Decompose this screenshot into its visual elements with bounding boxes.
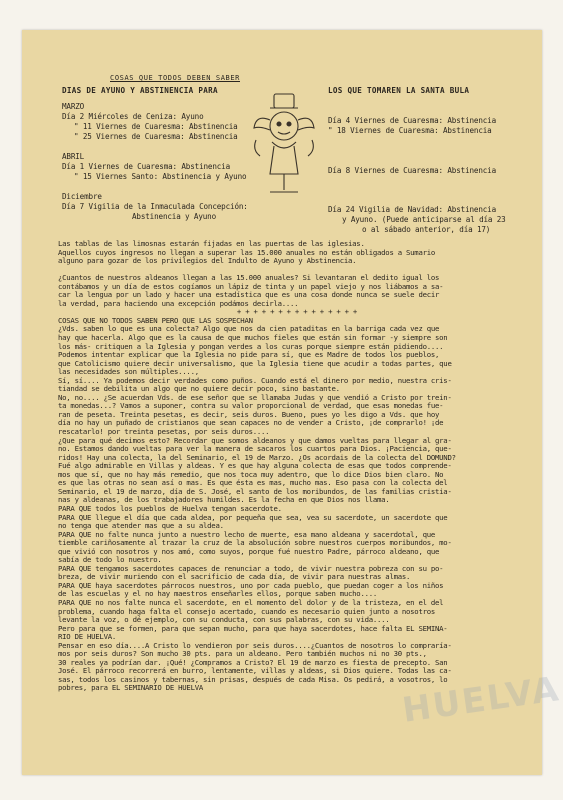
body-line: ¿Cuantos de nuestros aldeanos llegan a las 15.000 anuales? Si levantaran el dedito igual los — [58, 273, 440, 283]
right-date-line: Día 4 Viernes de Cuaresma: Abstinencia — [328, 116, 497, 125]
right-date-line: o al sábado anterior, día 17) — [362, 225, 491, 234]
document-title: COSAS QUE TODOS DEBEN SABER — [110, 74, 240, 82]
body-line: de las escuelas y el no hay maestros enseñarles ellos, porque saben mucho.... — [58, 589, 378, 599]
body-line: COSAS QUE NO TODOS SABEN PERO QUE LAS SOSPECHAN — [58, 315, 253, 325]
body-line: la verdad, para haciendo una excepción podámos decirla.... — [58, 298, 299, 308]
watermark-text: HUELVA — [399, 669, 563, 731]
body-line: mos por seis duros? Son mucho 30 pts. para un aldeano. Pero también muchos ni no 30 pts., — [58, 649, 427, 659]
body-line: contábamos y un día de estos cogíamos un lápiz de tinta y un papel viejo y nos liábamos a sa- — [58, 281, 444, 291]
body-line: José. El párroco recorrerá en burro, lentamente, villas y aldeas, si Dios quiere. Todas las ca- — [58, 666, 452, 676]
left-date-line: Día 1 Viernes de Cuaresma: Abstinencia — [62, 162, 231, 171]
body-line: tiemble cariñosamente al trazar la cruz de la absolución sobre nuestros cuerpos moribundos, mo- — [58, 538, 452, 548]
body-line: ta monedas...? Vamos a suponer, contra su valor proporcional de verdad, que esas monedas fue- — [58, 401, 444, 411]
body-line: mos que sí, que no hay más remedio, que nos toca muy adentro, que lo dice Dios bien claro. No — [58, 469, 444, 479]
body-line: que vivió con nosotros y nos amó, como suyos, porque fué nuestro Padre, párroco aldeano, que — [58, 546, 440, 556]
right-date-line: Día 24 Vigilia de Navidad: Abstinencia — [328, 205, 497, 214]
body-line: ridos! Hay una colecta, la del Seminario, el 19 de Marzo. ¿Os acordais de la colecta del DOMUND? — [58, 452, 456, 462]
body-line: rescatarlo! por treinta pesetas, por seis duros.... — [58, 427, 270, 437]
body-line: sas, todos los casinos y tabernas, sin prisas, después de cada Misa. Os pedirá, a vosotros, lo — [58, 674, 448, 684]
left-date-line: Abstinencia y Ayuno — [132, 212, 217, 221]
body-line: es que las otras no sean así o mas. Es que ésta es mas, mucho mas. Eso pasa con la colecta del — [58, 478, 448, 488]
left-month-marzo: MARZO — [62, 102, 85, 111]
left-month-abril: ABRIL — [62, 152, 85, 161]
body-line: PARA QUE no nos falte nunca el sacerdote, en el momento del dolor y de la tristeza, en el del — [58, 597, 444, 607]
body-line: + + + + + + + + + + + + + + + — [236, 307, 358, 317]
left-date-line: Día 7 Vigilia de la Inmaculada Concepción: — [62, 202, 248, 211]
body-line: que Catolicismo quiere decir universalismo, que la Iglesia tiene que acudir a todas partes, que — [58, 358, 452, 368]
right-date-line: " 18 Viernes de Cuaresma: Abstinencia — [328, 126, 492, 135]
body-line: PARA QUE llegue el día que cada aldea, por pequeña que sea, vea su sacerdote, un sacerdote que — [58, 512, 448, 522]
body-line: 30 reales ya podrían dar. ¡Qué! ¿Compramos a Cristo? El 19 de marzo es fiesta de precepto. San — [58, 657, 448, 667]
body-line: pobres, para EL SEMINARIO DE HUELVA — [58, 683, 204, 693]
body-line: ¿Vds. saben lo que es una colecta? Algo que nos da cien pataditas en la barriga cada vez que — [58, 324, 440, 334]
body-line: RIO DE HUELVA. — [58, 632, 117, 642]
body-line: PARA QUE haya sacerdotes párrocos nuestros, uno por cada pueblo, que puedan coger a los niños — [58, 580, 444, 590]
body-line: Sí, sí.... Ya podemos decir verdades como puños. Cuando está el dinero por medio, nuestra cris- — [58, 375, 452, 385]
body-line: car la lengua por un lado y hacer una estadística que es una cosa donde nunca se suele decir — [58, 290, 440, 300]
left-date-line: " 25 Viernes de Cuaresma: Abstinencia — [74, 132, 238, 141]
body-line: no tenga que atender mas que a su aldea. — [58, 521, 224, 531]
body-line: Podemos intentar explicar que la Iglesia no pide para sí, que es Madre de todos los pueblos, — [58, 350, 440, 360]
body-line: Pensar en eso día....A Cristo lo vendieron por seis duros....¿Cuantos de nosotros lo compraría- — [58, 640, 452, 650]
body-line: Seminario, el 19 de marzo, día de S. José, el santo de los moribundos, de las familias cristia- — [58, 486, 452, 496]
body-line: PARA QUE no falte nunca junto a nuestro lecho de muerte, esa mano aldeana y sacerdotal, que — [58, 529, 436, 539]
body-line: No, no.... ¿Se acuerdan Vds. de ese señor que se llamaba Judas y que vendió a Cristo por trein- — [58, 392, 452, 402]
left-date-line: Día 2 Miércoles de Ceniza: Ayuno — [62, 112, 204, 121]
body-line: sabía de todo lo nuestro. — [58, 555, 162, 565]
body-line: nas y aldeanas, de los trabajadores humildes. Es la fecha en que Dios nos llama. — [58, 495, 390, 505]
body-line: alguno para gozar de los privilegios del Indulto de Ayuno y Abstinencia. — [58, 256, 357, 266]
body-line: ran de peseta. Treinta pesetas, es decir, seis duros. Bueno, pues yo les digo a Vds. que hoy — [58, 409, 440, 419]
body-line: Pero para que se formen, para que sepan mucho, para que haya sacerdotes, hace falta EL SEMINA- — [58, 623, 448, 633]
body-line: problema, cuando haga falta el consejo acertado, cuando es necesario quien junto a nosotros — [58, 606, 436, 616]
right-heading: LOS QUE TOMAREN LA SANTA BULA — [328, 86, 470, 95]
body-line: Aquellos cuyos ingresos no llegan a superar las 15.000 anuales no están obligados a Sumario — [58, 247, 436, 257]
body-line: Las tablas de las limosnas estarán fijadas en las puertas de las iglesias. — [58, 239, 365, 248]
left-date-line: " 15 Viernes Santo: Abstinencia y Ayuno — [74, 172, 247, 181]
body-line: ¿Que para qué decimos esto? Recordar que somos aldeanos y que damos vueltas para llegar al gra- — [58, 435, 452, 445]
left-month-diciembre: Diciembre — [62, 192, 102, 201]
body-line: PARA QUE tengamos sacerdotes capaces de renunciar a todo, de vivir nuestra pobreza con su po- — [58, 563, 444, 573]
body-line: los más- critiquen a la Iglesia y pongan verdes a los curas porque siempre están pidiendo.... — [58, 341, 444, 351]
right-date-line: y Ayuno. (Puede anticiparse al día 23 — [342, 215, 506, 224]
body-text — [58, 240, 536, 693]
body-line: PARA QUE todos los pueblos de Huelva tengan sacerdote. — [58, 503, 282, 513]
body-line: día no hay un puñado de cristianos que sean capaces no de vender a Cristo, ¡de comprarlo! ¡de — [58, 418, 444, 428]
body-line: tiandad se debilita un algo que no quiere decir poco, sino bastante. — [58, 384, 340, 394]
body-line: levante la voz, o dé ejemplo, con su conducta, con sus palabras, con su vida.... — [58, 615, 390, 625]
body-line: las necesidades son múltiples...., — [58, 367, 199, 377]
cherub-illustration — [250, 90, 318, 200]
body-line: no. Estamos dando vueltas para ver la manera de sacaros los cuartos para Dios. ¡Paciencia, que- — [58, 444, 452, 454]
left-heading: DIAS DE AYUNO Y ABSTINENCIA PARA — [62, 86, 218, 95]
body-line: hay que hacerla. Algo que es la causa de que muchos fieles que están sin formar -y siempre son — [58, 333, 448, 343]
body-line: breza, de vivir muriendo con el sacrificio de cada día, de vivir para nuestras almas. — [58, 572, 411, 582]
left-date-line: " 11 Viernes de Cuaresma: Abstinencia — [74, 122, 238, 131]
body-line: Fué algo admirable en Villas y aldeas. Y es que hay alguna colecta de esas que todos comprende- — [58, 461, 452, 471]
right-date-line: Día 8 Viernes de Cuaresma: Abstinencia — [328, 166, 497, 175]
